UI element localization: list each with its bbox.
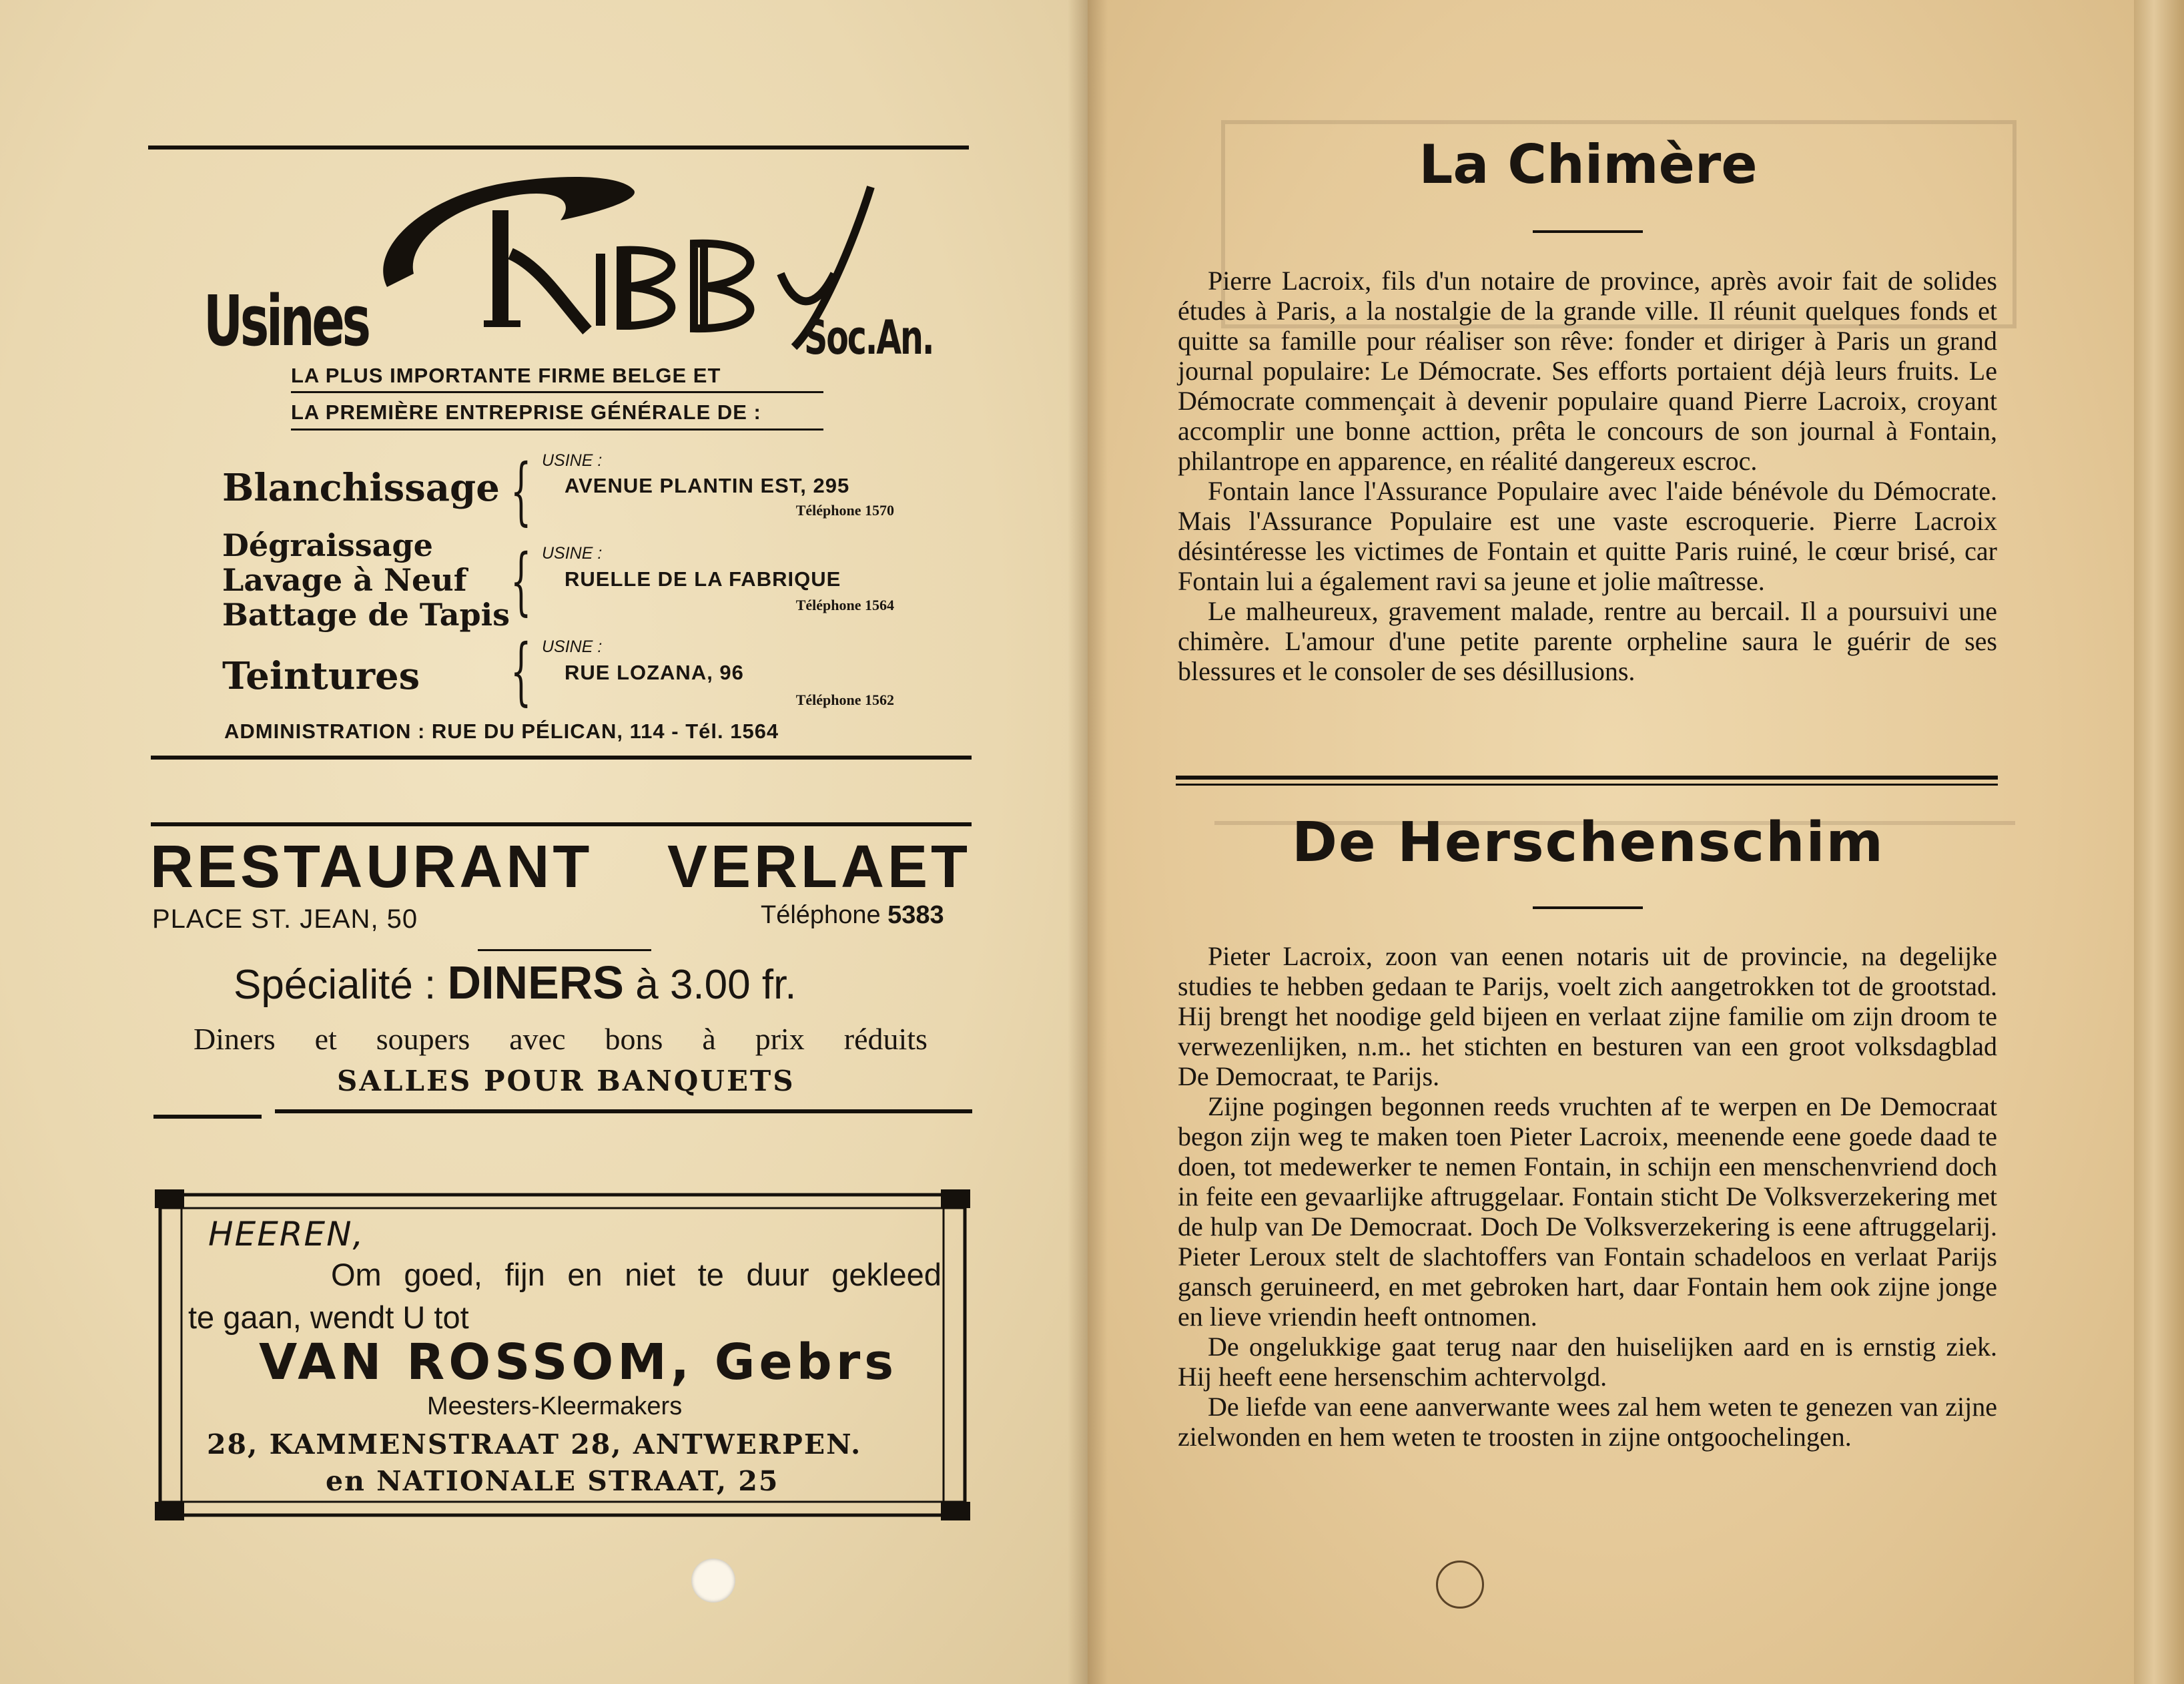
van-rossom-word: niet [625, 1257, 676, 1292]
van-rossom-word: duur [746, 1257, 809, 1292]
van-rossom-name: VAN ROSSOM, Gebrs [259, 1334, 898, 1391]
van-rossom-word: fijn [504, 1257, 545, 1292]
book-gutter [1068, 0, 1108, 1684]
article-2-paragraph: De liefde van eene aanverwante wees zal hem weten te genezen van zijne zielwonden en hem weten te troosten in zijne ontgoochelingen. [1178, 1392, 1997, 1452]
van-rossom-address-2: en NATIONALE STRAAT, 25 [326, 1465, 779, 1497]
ribby-service-teintures: Teintures [222, 654, 420, 698]
resto-word: Diners [194, 1022, 276, 1056]
ribby-usine-1-phone: Téléphone 1570 [795, 502, 894, 519]
ribby-usine-2-label: USINE : [542, 544, 603, 563]
punch-hole-left [691, 1559, 735, 1603]
page-edge-strip [2134, 0, 2184, 1684]
ribby-brace-1: { [510, 448, 532, 533]
resto-word: réduits [843, 1022, 928, 1056]
resto-word: prix [755, 1022, 805, 1056]
ribby-suffix: Soc.An. [804, 310, 934, 365]
ribby-tagline-underline [291, 429, 823, 431]
van-rossom-line-3: te gaan, wendt U tot [188, 1300, 469, 1335]
resto-banquets: SALLES POUR BANQUETS [337, 1065, 795, 1097]
article-1-paragraph: Fontain lance l'Assurance Populaire avec l'aide bénévole du Démocrate. Mais l'Assurance Populaire est une vaste escroquerie. Pierre Lacroix désintéresse les victimes de Fontain et quitte Paris ruiné, le cœur brisé, car Fontain lui a également ravi sa jeune et jolie maîtresse. [1178, 476, 1997, 596]
ribby-brace-2: { [510, 538, 532, 623]
article-1-body [1178, 266, 1997, 686]
resto-specialty-prefix: Spécialité : [234, 962, 436, 1008]
van-rossom-word: goed, [404, 1257, 482, 1292]
resto-word: avec [509, 1022, 566, 1056]
resto-word: soupers [376, 1022, 470, 1056]
resto-short-rule [478, 949, 651, 951]
ribby-prefix: Usines [204, 280, 368, 362]
article-divider-top [1176, 776, 1998, 780]
van-rossom-subtitle: Meesters-Kleermakers [427, 1392, 683, 1420]
resto-specialty-main: DINERS [447, 956, 624, 1009]
van-rossom-line-2 [331, 1256, 942, 1293]
resto-specialty-price: à 3.00 fr. [635, 962, 797, 1008]
ribby-service-lavage: Lavage à Neuf [222, 562, 467, 598]
ribby-top-rule [148, 146, 969, 150]
van-rossom-address-1: 28, KAMMENSTRAAT 28, ANTWERPEN. [207, 1428, 862, 1460]
ribby-administration: ADMINISTRATION : RUE DU PÉLICAN, 114 - Tél. 1564 [224, 720, 779, 743]
ribby-usine-3-phone: Téléphone 1562 [795, 691, 894, 708]
ribby-usine-1-address: AVENUE PLANTIN EST, 295 [565, 474, 850, 497]
ribby-service-blanchissage: Blanchissage [222, 466, 500, 510]
resto-phone [761, 901, 944, 930]
resto-word: et [314, 1022, 337, 1056]
ribby-service-battage: Battage de Tapis [222, 597, 510, 633]
van-rossom-word: te [697, 1257, 724, 1292]
resto-name-2: VERLAET [667, 834, 971, 900]
resto-bottom-rule-left [153, 1115, 262, 1119]
article-divider-bottom [1176, 784, 1998, 786]
article-1-paragraph: Le malheureux, gravement malade, rentre au bercail. Il a poursuivi une chimère. L'amour d'une petite parente orpheline saura le guérir de ses blessures et le consoler de ses désillusions. [1178, 596, 1997, 686]
ribby-usine-2-address: RUELLE DE LA FABRIQUE [565, 567, 841, 591]
ribby-tagline-2: LA PREMIÈRE ENTREPRISE GÉNÉRALE DE : [291, 400, 761, 424]
van-rossom-greeting: HEEREN, [208, 1215, 365, 1253]
article-2-paragraph: De ongelukkige gaat terug naar den huiselijken aard en is ernstig ziek. Hij heeft eene hersenschim achtervolgd. [1178, 1332, 1997, 1392]
article-1-title-underline [1533, 230, 1643, 233]
resto-address: PLACE ST. JEAN, 50 [152, 904, 418, 934]
resto-bottom-rule-right [275, 1109, 972, 1113]
resto-word: bons [605, 1022, 663, 1056]
article-2-title: De Herschenschim [1291, 811, 1885, 874]
ribby-usine-1-label: USINE : [542, 451, 603, 470]
ribby-usine-2-phone: Téléphone 1564 [795, 597, 894, 613]
article-2-body [1178, 941, 1997, 1452]
ribby-tagline-1: LA PLUS IMPORTANTE FIRME BELGE ET [291, 364, 721, 387]
resto-top-rule [151, 822, 972, 826]
resto-name [150, 833, 971, 902]
article-1-title: La Chimère [1419, 133, 1758, 196]
resto-offer-line [194, 1021, 928, 1057]
resto-word: à [702, 1022, 716, 1056]
van-rossom-word: gekleed [831, 1257, 942, 1292]
punch-hole-right [1436, 1561, 1484, 1609]
article-1-paragraph: Pierre Lacroix, fils d'un notaire de province, après avoir fait de solides études à Paris, a la nostalgie de la grande ville. Il réunit quelques fonds et quitte sa famille pour réaliser son rêve: fonder et diriger à Paris un grand journal populaire: Le Démocrate. Ses efforts portaient déjà leurs fruits. Le Démocrate commençait à devenir populaire quand Pierre Lacroix, croyant accomplir une bonne acttion, prêta le concours de son journal à Fontain, philantrope en apparence, en réalité dangereux escroc. [1178, 266, 1997, 476]
article-2-title-underline [1533, 906, 1643, 909]
resto-specialty [234, 956, 797, 1009]
ribby-bottom-rule [151, 756, 972, 760]
ribby-usine-3-label: USINE : [542, 637, 603, 656]
resto-name-1: RESTAURANT [150, 834, 593, 900]
article-2-paragraph: Zijne pogingen begonnen reeds vruchten af te werpen en De Democraat begon zijn weg te maken toen Pieter Lacroix, meenende eene goede daad te doen, tot medewerker te nemen Fontain, in schijn een menschenvriend doch in feite een gevaarlijke aftruggelaar. Fontain sticht De Volksverzekering met de hulp van De Democraat. Doch De Volksverzekering is eene aftruggelarij. Pieter Leroux stelt de slachtoffers van Fontain schadeloos en verlaat Parijs gansch geruineerd, en met gebroken hart, daar Fontain hem ook zijne jonge en lieve vriendin heeft ontnomen. [1178, 1091, 1997, 1332]
resto-phone-label: Téléphone [761, 901, 881, 929]
ribby-service-degraissage: Dégraissage [222, 527, 433, 563]
article-2-paragraph: Pieter Lacroix, zoon van eenen notaris uit de provincie, na degelijke studies te hebben gedaan te Parijs, voelt zich aangetrokken tot de grootstad. Hij brengt het noodige geld bijeen en verlaat zijne familie om zijn droom te verwezenlijken, n.m.. het stichten en besturen van een groot volksdagblad De Democraat, te Parijs. [1178, 941, 1997, 1091]
van-rossom-word: en [567, 1257, 603, 1292]
resto-phone-number: 5383 [887, 901, 944, 929]
ribby-tagline-divider [291, 391, 823, 393]
ribby-brace-3: { [510, 628, 532, 714]
ribby-usine-3-address: RUE LOZANA, 96 [565, 661, 744, 684]
van-rossom-word: Om [331, 1257, 382, 1292]
